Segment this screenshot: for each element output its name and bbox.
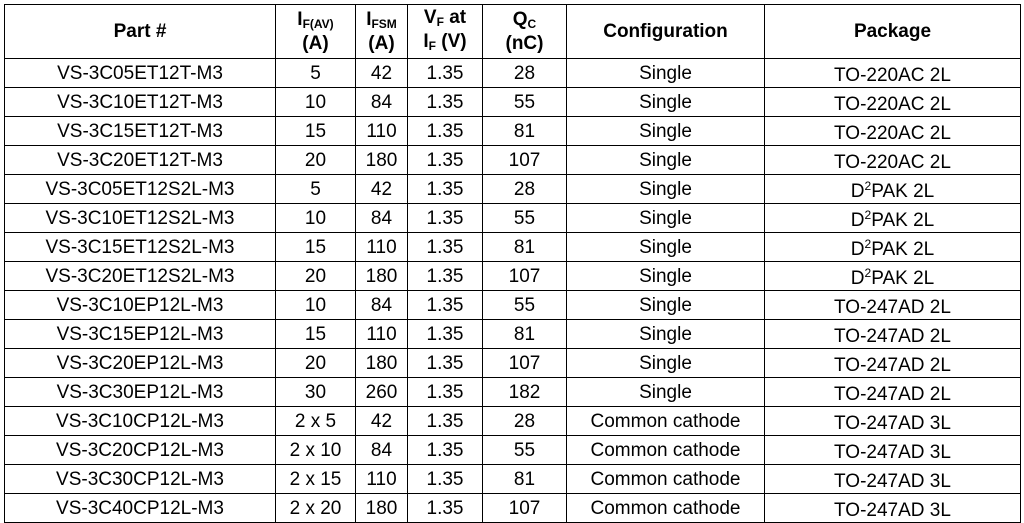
cell-configuration: Single [567,175,765,204]
cell-configuration: Single [567,233,765,262]
package-text: D [850,181,865,202]
package-text: TO-247AD 2L [834,355,951,376]
table-row [5,175,1021,204]
cell-if-av: 10 [276,88,356,117]
header-vf-symbol2: I [423,30,429,52]
cell-vf: 1.35 [408,262,483,291]
table-row [5,59,1021,88]
cell-ifsm: 110 [356,465,408,494]
cell-package [765,465,1021,494]
header-part-label: Part # [113,20,167,42]
cell-part-number: VS-3C20ET12T-M3 [5,146,276,175]
cell-qc: 107 [483,146,567,175]
cell-configuration: Single [567,320,765,349]
header-vf-symbol: V [423,6,437,28]
cell-ifsm: 180 [356,146,408,175]
header-qc [483,5,567,59]
cell-part-number: VS-3C10CP12L-M3 [5,407,276,436]
cell-if-av: 2 x 20 [276,494,356,523]
package-text: D [850,268,865,289]
package-text: TO-247AD 2L [834,326,951,347]
cell-ifsm: 84 [356,436,408,465]
cell-package [765,262,1021,291]
cell-ifsm: 110 [356,117,408,146]
cell-part-number: VS-3C05ET12S2L-M3 [5,175,276,204]
cell-if-av: 10 [276,204,356,233]
table-row [5,465,1021,494]
cell-vf: 1.35 [408,407,483,436]
package-superscript: 2 [864,237,872,251]
cell-qc: 107 [483,262,567,291]
cell-configuration: Common cathode [567,465,765,494]
cell-if-av: 30 [276,378,356,407]
cell-part-number: VS-3C30EP12L-M3 [5,378,276,407]
cell-configuration: Single [567,59,765,88]
cell-vf: 1.35 [408,233,483,262]
cell-configuration: Single [567,204,765,233]
table-row [5,291,1021,320]
cell-ifsm: 180 [356,494,408,523]
cell-configuration: Single [567,117,765,146]
cell-qc: 55 [483,436,567,465]
cell-ifsm: 84 [356,291,408,320]
package-text: TO-247AD 3L [834,413,951,434]
product-table [4,4,1021,523]
product-table-wrapper [4,4,1021,523]
cell-package [765,349,1021,378]
cell-part-number: VS-3C20EP12L-M3 [5,349,276,378]
table-row [5,378,1021,407]
cell-vf: 1.35 [408,465,483,494]
table-row [5,262,1021,291]
table-row [5,88,1021,117]
header-package-label: Package [853,20,932,42]
cell-vf: 1.35 [408,349,483,378]
package-text-suffix: PAK 2L [871,239,935,260]
package-text: TO-247AD 2L [834,297,951,318]
cell-ifsm: 42 [356,407,408,436]
cell-qc: 107 [483,349,567,378]
cell-qc: 182 [483,378,567,407]
header-qc-symbol: Q [512,8,528,30]
header-package [765,5,1021,59]
table-row [5,117,1021,146]
cell-package [765,436,1021,465]
cell-part-number: VS-3C10ET12T-M3 [5,88,276,117]
cell-package [765,378,1021,407]
cell-if-av: 15 [276,117,356,146]
cell-part-number: VS-3C15EP12L-M3 [5,320,276,349]
package-text-suffix: PAK 2L [871,210,935,231]
cell-part-number: VS-3C10ET12S2L-M3 [5,204,276,233]
cell-qc: 28 [483,175,567,204]
package-text: TO-247AD 3L [834,442,951,463]
cell-part-number: VS-3C20ET12S2L-M3 [5,262,276,291]
cell-qc: 81 [483,465,567,494]
package-text: D [850,210,865,231]
cell-package [765,175,1021,204]
cell-ifsm: 180 [356,262,408,291]
cell-if-av: 15 [276,233,356,262]
package-text-suffix: PAK 2L [871,268,935,289]
cell-configuration: Single [567,349,765,378]
header-if-av-subscript: F(AV) [302,16,334,31]
cell-configuration: Common cathode [567,436,765,465]
cell-ifsm: 180 [356,349,408,378]
table-row [5,494,1021,523]
cell-package [765,59,1021,88]
cell-configuration: Single [567,291,765,320]
cell-part-number: VS-3C30CP12L-M3 [5,465,276,494]
cell-if-av: 20 [276,349,356,378]
table-row [5,233,1021,262]
table-row [5,320,1021,349]
header-vf-unit: (V) [441,30,467,52]
cell-configuration: Common cathode [567,494,765,523]
cell-configuration: Single [567,378,765,407]
package-text: TO-247AD 3L [834,471,951,492]
table-row [5,407,1021,436]
cell-part-number: VS-3C40CP12L-M3 [5,494,276,523]
header-vf-at: at [449,6,467,28]
cell-if-av: 5 [276,175,356,204]
header-if-av-unit: (A) [302,32,329,54]
package-text: TO-247AD 2L [834,384,951,405]
cell-vf: 1.35 [408,204,483,233]
header-qc-subscript: C [527,16,537,31]
table-row [5,349,1021,378]
cell-package [765,291,1021,320]
cell-qc: 81 [483,320,567,349]
cell-if-av: 10 [276,291,356,320]
package-text: TO-220AC 2L [834,123,951,144]
package-text: TO-220AC 2L [834,65,951,86]
cell-qc: 107 [483,494,567,523]
cell-vf: 1.35 [408,117,483,146]
header-vf-subscript: F [436,14,444,29]
cell-part-number: VS-3C15ET12S2L-M3 [5,233,276,262]
table-body [5,59,1021,523]
package-text: TO-220AC 2L [834,152,951,173]
cell-vf: 1.35 [408,436,483,465]
package-superscript: 2 [864,179,872,193]
header-row [5,5,1021,59]
header-qc-unit: (nC) [505,32,544,54]
header-part [5,5,276,59]
cell-package [765,117,1021,146]
cell-part-number: VS-3C15ET12T-M3 [5,117,276,146]
cell-vf: 1.35 [408,378,483,407]
cell-ifsm: 110 [356,233,408,262]
cell-qc: 28 [483,59,567,88]
package-superscript: 2 [864,266,872,280]
cell-configuration: Single [567,146,765,175]
cell-vf: 1.35 [408,320,483,349]
cell-configuration: Single [567,88,765,117]
cell-package [765,494,1021,523]
header-configuration-label: Configuration [603,20,728,42]
cell-package [765,146,1021,175]
cell-vf: 1.35 [408,59,483,88]
cell-qc: 55 [483,88,567,117]
package-text: TO-247AD 3L [834,500,951,521]
package-text: TO-220AC 2L [834,94,951,115]
cell-if-av: 2 x 10 [276,436,356,465]
cell-qc: 55 [483,291,567,320]
header-ifsm-symbol: I [366,8,372,30]
header-ifsm-subscript: FSM [371,16,397,31]
cell-ifsm: 84 [356,204,408,233]
header-if-av [276,5,356,59]
table-row [5,204,1021,233]
package-text-suffix: PAK 2L [871,181,935,202]
header-vf [408,5,483,59]
cell-vf: 1.35 [408,146,483,175]
cell-package [765,320,1021,349]
cell-part-number: VS-3C10EP12L-M3 [5,291,276,320]
cell-package [765,233,1021,262]
cell-part-number: VS-3C05ET12T-M3 [5,59,276,88]
cell-part-number: VS-3C20CP12L-M3 [5,436,276,465]
cell-qc: 81 [483,117,567,146]
cell-ifsm: 42 [356,59,408,88]
cell-vf: 1.35 [408,175,483,204]
cell-configuration: Single [567,262,765,291]
header-ifsm [356,5,408,59]
cell-if-av: 2 x 5 [276,407,356,436]
cell-ifsm: 260 [356,378,408,407]
cell-package [765,407,1021,436]
header-vf-subscript2: F [428,38,436,53]
header-ifsm-unit: (A) [368,32,395,54]
cell-if-av: 20 [276,146,356,175]
cell-if-av: 2 x 15 [276,465,356,494]
cell-ifsm: 110 [356,320,408,349]
cell-vf: 1.35 [408,291,483,320]
cell-package [765,204,1021,233]
cell-ifsm: 84 [356,88,408,117]
cell-qc: 55 [483,204,567,233]
header-configuration [567,5,765,59]
table-row [5,146,1021,175]
cell-package [765,88,1021,117]
cell-if-av: 5 [276,59,356,88]
cell-qc: 28 [483,407,567,436]
table-row [5,436,1021,465]
package-superscript: 2 [864,208,872,222]
cell-qc: 81 [483,233,567,262]
cell-vf: 1.35 [408,88,483,117]
cell-if-av: 15 [276,320,356,349]
cell-if-av: 20 [276,262,356,291]
cell-configuration: Common cathode [567,407,765,436]
package-text: D [850,239,865,260]
cell-ifsm: 42 [356,175,408,204]
header-if-av-symbol: I [297,8,303,30]
cell-vf: 1.35 [408,494,483,523]
